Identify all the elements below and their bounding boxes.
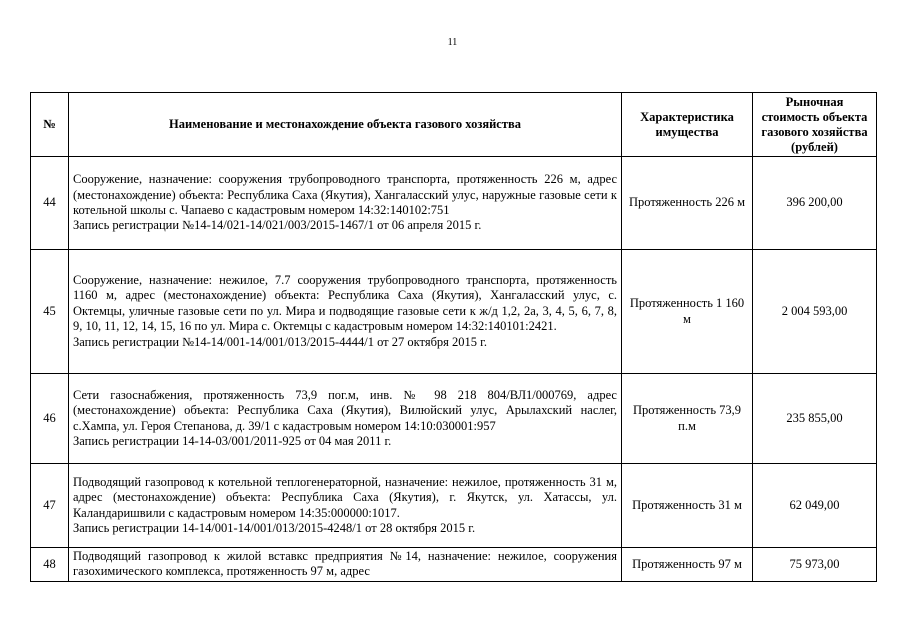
object-description: Сооружение, назначение: нежилое, 7.7 сооружения трубопроводного транспорта, протяженность 1160 м, адрес (местонахождение) объекта: Республика Саха (Якутия), Хангаласский улус, с. Октемцы, уличные газовые сети по ул. Мира и подводящие газовые сети к ж/д 1,2, 2а, 3, 4, 5, 6, 7, 8, 9, 10, 11, 12, 14, 15, 16 по ул. Мира с. Октемцы с кадастровым номером 14:32:140101:2421. [73,272,617,334]
object-description: Подводящий газопровод к жилой вставкс предприятия №14, назначение: нежилое, сооружения газохимического комплекса, протяженность 97 м, адрес [73,549,617,579]
object-description-cell [69,157,622,250]
object-description: Сооружение, назначение: сооружения трубопроводного транспорта, протяженность 226 м, адрес (местонахождение) объекта: Республика Саха (Якутия), Хангаласский улус, наружные газовые сети к котельной школы с. Чапаево с кадастровым номером 14:32:140102:751 [73,172,617,217]
gas-assets-table [30,92,877,582]
row-number: 48 [31,548,69,582]
table-row [31,250,877,374]
table-row [31,464,877,548]
market-value: 2 004 593,00 [753,250,877,374]
registration-record: Запись регистрации 14-14/001-14/001/013/2015-4248/1 от 28 октября 2015 г. [73,520,476,535]
market-value: 75 973,00 [753,548,877,582]
table-row [31,157,877,250]
table-row [31,548,877,582]
characteristic: Протяженность 73,9 п.м [622,374,753,464]
object-description-cell [69,250,622,374]
registration-record: Запись регистрации №14-14/001-14/001/013/2015-4444/1 от 27 октября 2015 г. [73,334,488,349]
row-number: 45 [31,250,69,374]
object-description-cell [69,548,622,582]
table-header-row [31,93,877,157]
market-value: 62 049,00 [753,464,877,548]
row-number: 44 [31,157,69,250]
header-characteristic: Характеристика имущества [622,93,753,157]
row-number: 47 [31,464,69,548]
table-row [31,374,877,464]
market-value: 396 200,00 [753,157,877,250]
registration-record: Запись регистрации №14-14/021-14/021/003/2015-1467/1 от 06 апреля 2015 г. [73,218,482,233]
object-description-cell [69,374,622,464]
characteristic: Протяженность 97 м [622,548,753,582]
characteristic: Протяженность 1 160 м [622,250,753,374]
characteristic: Протяженность 31 м [622,464,753,548]
header-market-value: Рыночная стоимость объекта газового хозяйства (рублей) [753,93,877,157]
object-description: Подводящий газопровод к котельной теплогенераторной, назначение: нежилое, протяженность 31 м, адрес (местонахождение) объекта: Республика Саха (Якутия), г. Якутск, ул. Хатассы, ул. Каландаришвили с кадастровым номером 14:35:000000:1017. [73,474,617,520]
page-number: 11 [447,37,458,48]
header-number: № [31,93,69,157]
market-value: 235 855,00 [753,374,877,464]
row-number: 46 [31,374,69,464]
registration-record: Запись регистрации 14-14-03/001/2011-925 от 04 мая 2011 г. [73,433,392,448]
object-description: Сети газоснабжения, протяженность 73,9 пог.м, инв. № 98 218 804/ВЛ1/000769, адрес (местонахождение) объекта: Республика Саха (Якутия), Вилюйский улус, Арылахский наслег, с.Хампа, ул. Героя Степанова, д. 39/1 с кадастровым номером 14:10:030001:957 [73,387,617,433]
characteristic: Протяженность 226 м [622,157,753,250]
header-name: Наименование и местонахождение объекта газового хозяйства [69,93,622,157]
object-description-cell [69,464,622,548]
